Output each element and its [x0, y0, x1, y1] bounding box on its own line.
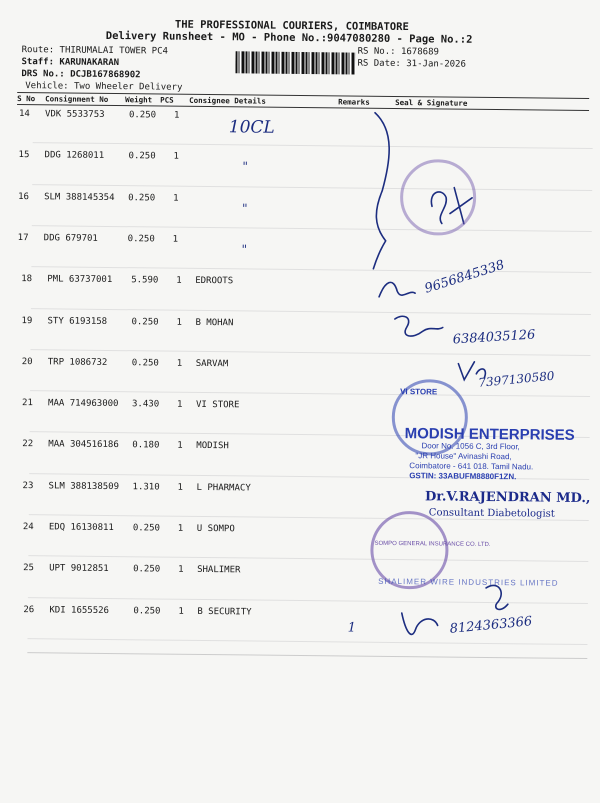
row-consignee: EDROOTS — [195, 276, 234, 287]
signature-18 — [379, 282, 415, 297]
row-pcs: 1 — [173, 151, 180, 163]
row-pcs: 1 — [177, 523, 184, 534]
row-weight: 1.310 — [132, 481, 160, 493]
row-sno: 23 — [22, 480, 34, 491]
ditto-mark-16: " — [241, 201, 248, 216]
violet-stamp-row15 — [400, 159, 477, 236]
modish-stamp-gstin: GSTIN: 33ABUFM8880F1ZN. — [409, 471, 517, 482]
rs-date: RS Date: 31-Jan-2026 — [357, 58, 466, 70]
row-consignment: UPT 9012851 — [49, 563, 109, 575]
vehicle-label: Vehicle: Two Wheeler Delivery — [25, 81, 183, 93]
row-sno: 15 — [18, 150, 30, 161]
row-sno: 19 — [21, 315, 33, 326]
row-sno: 22 — [22, 439, 34, 450]
row-consignment: DDG 679701 — [43, 233, 98, 244]
row-consignment: SLM 388145354 — [44, 191, 115, 203]
vi-store-stamp-text: VI STORE — [400, 387, 438, 397]
shalimer-stamp: SHALIMER WIRE INDUSTRIES LIMITED — [378, 576, 559, 588]
rs-number: RS No.: 1678689 — [357, 46, 439, 58]
row-weight: 0.250 — [131, 316, 159, 328]
row-pcs: 1 — [173, 110, 180, 121]
row-consignment: DDG 1268011 — [44, 150, 105, 162]
row-consignee: SARVAM — [195, 358, 229, 370]
modish-stamp-name: MODISH ENTERPRISES — [404, 425, 575, 444]
row-consignment: MAA 714963000 — [47, 398, 119, 410]
row-consignee: B SECURITY — [197, 606, 252, 618]
row-consignee: SHALIMER — [197, 565, 241, 576]
bracket-signature — [373, 113, 389, 269]
runsheet-subtitle: Delivery Runsheet - MO - Phone No.:9047080280 - Page No.:2 — [105, 29, 473, 46]
modish-stamp-line2: "JR House" Avinashi Road, — [415, 451, 512, 462]
row-sno: 18 — [21, 274, 33, 285]
row-weight: 0.180 — [132, 440, 160, 451]
row-pcs: 1 — [176, 317, 182, 328]
ditto-mark-17: " — [241, 242, 248, 257]
row-weight: 0.250 — [128, 110, 157, 121]
row-weight: 0.250 — [133, 564, 161, 575]
signature-19 — [395, 316, 443, 336]
company-title: THE PROFESSIONAL COURIERS, COIMBATORE — [174, 18, 409, 34]
row-consignment: TRP 1086732 — [47, 357, 108, 368]
modish-stamp-line1: Door No. 1056 C, 3rd Floor, — [421, 441, 520, 452]
row-pcs: 1 — [172, 234, 179, 245]
row-consignment: EDQ 16130811 — [48, 522, 114, 534]
row-consignment: MAA 304516186 — [48, 439, 119, 451]
row-weight: 5.590 — [131, 275, 159, 286]
row-weight: 0.250 — [131, 358, 159, 369]
signature-20 — [458, 362, 485, 380]
row-weight: 0.250 — [128, 151, 156, 162]
row-sno: 26 — [23, 604, 35, 615]
signature-26 — [402, 613, 438, 635]
row-sno: 20 — [21, 356, 33, 367]
col-consignee: Consignee Details — [189, 95, 266, 106]
row-pcs: 1 — [176, 399, 183, 410]
row-pcs: 1 — [176, 358, 183, 369]
handwritten-phone-19: 6384035126 — [452, 327, 536, 348]
row-consignment: PML 63737001 — [47, 274, 113, 286]
row-sno: 25 — [23, 563, 35, 574]
handwritten-phone-18: 9656845338 — [422, 257, 507, 297]
col-pcs: PCS — [160, 95, 174, 105]
row-pcs: 1 — [176, 275, 182, 286]
doctor-stamp-title: Consultant Diabetologist — [428, 507, 555, 520]
row-sno: 14 — [18, 109, 30, 120]
route-label: Route: THIRUMALAI TOWER PC4 — [21, 45, 169, 57]
col-remarks: Remarks — [338, 97, 370, 107]
row-pcs: 1 — [178, 565, 184, 576]
row-consignment: KDI 1655526 — [49, 604, 110, 616]
row-sno: 24 — [22, 522, 34, 533]
row-consignee: VI STORE — [195, 400, 240, 411]
ditto-mark-15: " — [242, 159, 249, 174]
row-consignee: U SOMPO — [196, 523, 235, 535]
handwritten-10cl: 10CL — [228, 117, 275, 138]
row-consignment: SLM 388138509 — [48, 481, 120, 492]
row-weight: 0.250 — [128, 192, 156, 204]
signature-25 — [486, 585, 508, 609]
col-consignment: Consignment No — [45, 94, 109, 104]
handwritten-phone-26: 8124363366 — [449, 614, 533, 637]
row-consignment: STY 6193158 — [47, 315, 108, 327]
handwritten-remark-26: 1 — [347, 620, 356, 636]
row-consignee: L PHARMACY — [196, 482, 251, 494]
doctor-stamp-name: Dr.V.RAJENDRAN MD., — [424, 489, 591, 507]
row-pcs: 1 — [173, 193, 179, 204]
row-sno: 21 — [21, 398, 33, 409]
col-weight: Weight — [125, 95, 153, 105]
row-weight: 0.250 — [133, 605, 161, 617]
drs-number: DRS No.: DCJB167868902 — [21, 69, 141, 81]
col-sno: S No — [17, 94, 36, 104]
row-consignee: MODISH — [196, 441, 229, 452]
row-pcs: 1 — [177, 482, 184, 493]
row-weight: 0.250 — [132, 523, 160, 534]
row-weight: 3.430 — [131, 399, 160, 410]
row-weight: 0.250 — [127, 234, 155, 245]
handwritten-phone-20: 7397130580 — [477, 368, 556, 390]
row-sno: 16 — [18, 191, 30, 202]
row-consignment: VDK 5533753 — [44, 109, 105, 120]
row-consignee: B MOHAN — [195, 317, 234, 328]
col-seal: Seal & Signature — [395, 97, 468, 108]
modish-stamp-line3: Coimbatore - 641 018. Tamil Nadu. — [409, 461, 534, 472]
sompo-stamp-text: SOMPO GENERAL INSURANCE CO. LTD. — [374, 540, 491, 549]
row-pcs: 1 — [177, 441, 183, 452]
row-pcs: 1 — [178, 606, 184, 617]
staff-label: Staff: KARUNAKARAN — [21, 57, 120, 69]
row-sno: 17 — [17, 232, 29, 244]
